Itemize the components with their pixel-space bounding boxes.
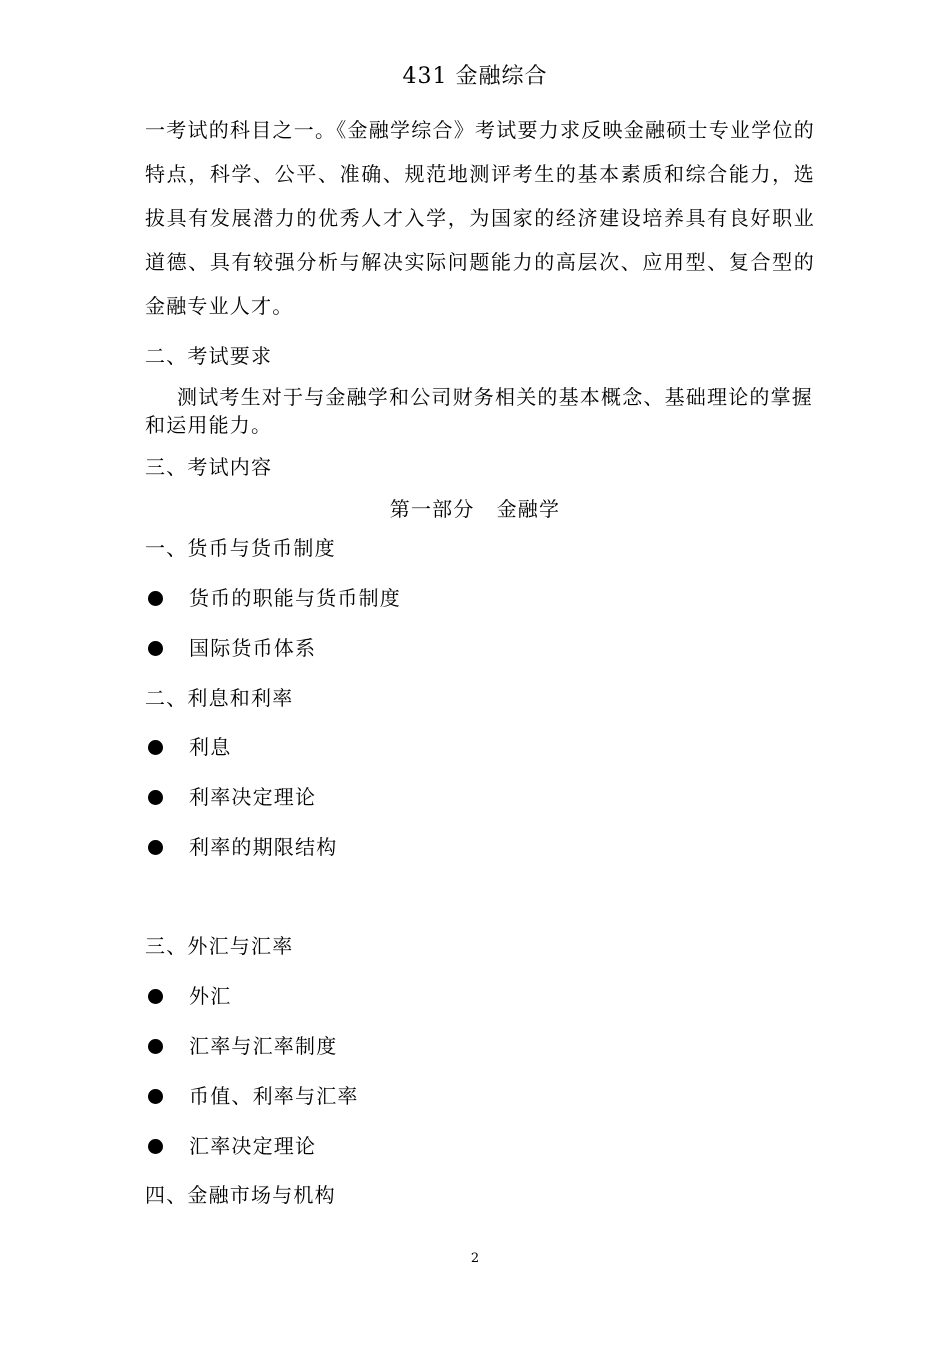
section-heading: 三、外汇与汇率: [145, 934, 294, 958]
list-item-text: 汇率决定理论: [189, 1134, 317, 1158]
intro-paragraph: 一考试的科目之一。《金融学综合》考试要力求反映金融硕士专业学位的特点，科学、公平、准确、规范地测评考生的基本素质和综合能力，选拔具有发展潜力的优秀人才入学，为国家的经济建设培养具有良好职业道德、具有较强分析与解决实际问题能力的高层次、应用型、复合型的金融专业人才。: [145, 118, 815, 318]
part-label: 第一部分: [389, 497, 475, 521]
part-name: 金融学: [496, 497, 561, 521]
bullet-icon: [148, 790, 163, 805]
bullet-icon: [148, 989, 163, 1004]
list-item-text: 国际货币体系: [189, 636, 317, 660]
list-item-text: 货币的职能与货币制度: [189, 586, 401, 610]
list-item-text: 汇率与汇率制度: [189, 1034, 338, 1058]
part-title: [0, 495, 950, 523]
list-item-text: 利率决定理论: [189, 785, 317, 809]
page-header-title: 431 金融综合: [402, 64, 548, 89]
list-item-text: 利息: [189, 735, 232, 759]
exam-requirements-paragraph: 测试考生对于与金融学和公司财务相关的基本概念、基础理论的掌握和运用能力。: [145, 385, 813, 437]
bullet-icon: [148, 1039, 163, 1054]
bullet-icon: [148, 1089, 163, 1104]
section-heading: 二、利息和利率: [145, 686, 294, 710]
section-heading: 一、货币与货币制度: [145, 536, 336, 560]
section-heading: 四、金融市场与机构: [145, 1183, 336, 1207]
bullet-icon: [148, 740, 163, 755]
exam-requirements-heading: 二、考试要求: [145, 344, 273, 368]
exam-content-heading: 三、考试内容: [145, 455, 273, 479]
list-item-text: 外汇: [189, 984, 232, 1008]
bullet-icon: [148, 641, 163, 656]
page-number: 2: [470, 1251, 480, 1266]
list-item-text: 利率的期限结构: [189, 835, 338, 859]
bullet-icon: [148, 1139, 163, 1154]
bullet-icon: [148, 591, 163, 606]
list-item-text: 币值、利率与汇率: [189, 1084, 359, 1108]
bullet-icon: [148, 840, 163, 855]
